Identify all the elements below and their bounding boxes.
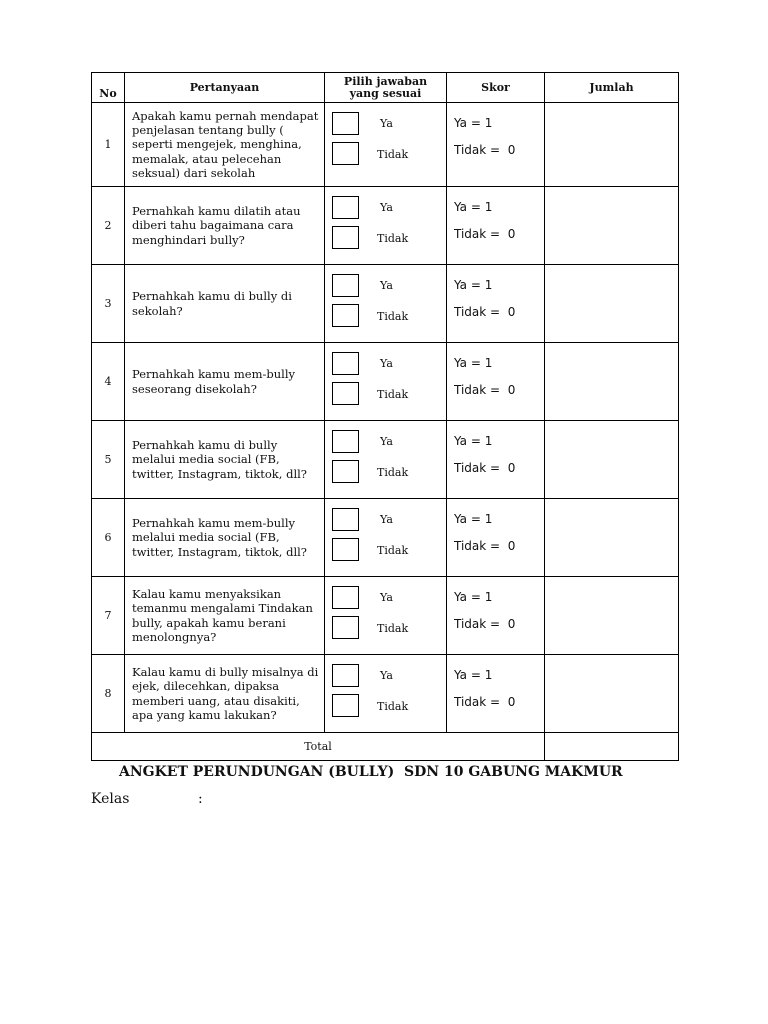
class-label: Kelas bbox=[91, 791, 130, 807]
score-no: Tidak = 0 bbox=[454, 227, 516, 241]
no-label: Tidak bbox=[377, 310, 409, 323]
header-choose-answer bbox=[325, 73, 447, 103]
answer-options bbox=[325, 187, 447, 265]
yes-label: Ya bbox=[380, 117, 393, 130]
no-label: Tidak bbox=[377, 622, 409, 635]
no-label: Tidak bbox=[377, 544, 409, 557]
score-yes: Ya = 1 bbox=[454, 278, 493, 292]
no-checkbox[interactable] bbox=[332, 538, 359, 561]
yes-label: Ya bbox=[380, 513, 393, 526]
total-label: Total bbox=[92, 733, 545, 761]
question-number: 2 bbox=[92, 187, 125, 265]
answer-options bbox=[325, 655, 447, 733]
yes-checkbox[interactable] bbox=[332, 274, 359, 297]
no-checkbox[interactable] bbox=[332, 616, 359, 639]
answer-options bbox=[325, 577, 447, 655]
question-text: Pernahkah kamu dilatih atau diberi tahu bagaimana cara menghindari bully? bbox=[125, 187, 325, 265]
score-cell bbox=[447, 103, 545, 187]
score-yes: Ya = 1 bbox=[454, 356, 493, 370]
no-checkbox[interactable] bbox=[332, 304, 359, 327]
question-text: Kalau kamu di bully misalnya di ejek, dilecehkan, dipaksa memberi uang, atau disakiti, apa yang kamu lakukan? bbox=[125, 655, 325, 733]
yes-checkbox[interactable] bbox=[332, 196, 359, 219]
score-cell bbox=[447, 499, 545, 577]
answer-options bbox=[325, 499, 447, 577]
header-choose-line2: yang sesuai bbox=[349, 86, 422, 100]
score-cell bbox=[447, 577, 545, 655]
header-choose-line1: Pilih jawaban bbox=[343, 74, 428, 88]
header-score: Skor bbox=[447, 73, 545, 103]
yes-checkbox[interactable] bbox=[332, 664, 359, 687]
no-checkbox[interactable] bbox=[332, 226, 359, 249]
answer-options bbox=[325, 103, 447, 187]
question-row bbox=[92, 343, 679, 421]
score-cell bbox=[447, 187, 545, 265]
class-colon[interactable]: : bbox=[198, 791, 203, 807]
question-number: 3 bbox=[92, 265, 125, 343]
score-no: Tidak = 0 bbox=[454, 305, 516, 319]
header-total: Jumlah bbox=[545, 73, 679, 103]
row-total-cell[interactable] bbox=[545, 103, 679, 187]
class-field bbox=[91, 791, 203, 808]
question-number: 4 bbox=[92, 343, 125, 421]
no-checkbox[interactable] bbox=[332, 142, 359, 165]
row-total-cell[interactable] bbox=[545, 655, 679, 733]
score-cell bbox=[447, 421, 545, 499]
row-total-cell[interactable] bbox=[545, 421, 679, 499]
yes-checkbox[interactable] bbox=[332, 586, 359, 609]
no-checkbox[interactable] bbox=[332, 460, 359, 483]
header-question: Pertanyaan bbox=[125, 73, 325, 103]
header-row bbox=[92, 73, 679, 103]
score-yes: Ya = 1 bbox=[454, 434, 493, 448]
row-total-cell[interactable] bbox=[545, 187, 679, 265]
question-text: Pernahkah kamu di bully melalui media social (FB, twitter, Instagram, tiktok, dll? bbox=[125, 421, 325, 499]
question-number: 5 bbox=[92, 421, 125, 499]
question-text: Pernahkah kamu mem-bully melalui media social (FB, twitter, Instagram, tiktok, dll? bbox=[125, 499, 325, 577]
score-no: Tidak = 0 bbox=[454, 617, 516, 631]
yes-label: Ya bbox=[380, 591, 393, 604]
yes-checkbox[interactable] bbox=[332, 352, 359, 375]
no-checkbox[interactable] bbox=[332, 694, 359, 717]
question-row bbox=[92, 187, 679, 265]
score-yes: Ya = 1 bbox=[454, 116, 493, 130]
score-yes: Ya = 1 bbox=[454, 668, 493, 682]
question-text: Pernahkah kamu mem-bully seseorang disekolah? bbox=[125, 343, 325, 421]
no-label: Tidak bbox=[377, 148, 409, 161]
yes-label: Ya bbox=[380, 357, 393, 370]
questionnaire-table bbox=[91, 72, 679, 761]
row-total-cell[interactable] bbox=[545, 577, 679, 655]
score-no: Tidak = 0 bbox=[454, 695, 516, 709]
yes-label: Ya bbox=[380, 669, 393, 682]
score-no: Tidak = 0 bbox=[454, 539, 516, 553]
yes-label: Ya bbox=[380, 435, 393, 448]
row-total-cell[interactable] bbox=[545, 499, 679, 577]
question-row bbox=[92, 655, 679, 733]
question-row bbox=[92, 265, 679, 343]
answer-options bbox=[325, 421, 447, 499]
score-yes: Ya = 1 bbox=[454, 512, 493, 526]
score-no: Tidak = 0 bbox=[454, 143, 516, 157]
no-label: Tidak bbox=[377, 232, 409, 245]
yes-checkbox[interactable] bbox=[332, 430, 359, 453]
yes-checkbox[interactable] bbox=[332, 508, 359, 531]
document-title: ANGKET PERUNDUNGAN (BULLY) SDN 10 GABUNG MAKMUR bbox=[119, 764, 623, 780]
question-text: Apakah kamu pernah mendapat penjelasan tentang bully ( seperti mengejek, menghina, memalak, atau pelecehan seksual) dari sekolah bbox=[125, 103, 325, 187]
question-text: Pernahkah kamu di bully di sekolah? bbox=[125, 265, 325, 343]
no-label: Tidak bbox=[377, 700, 409, 713]
question-row bbox=[92, 499, 679, 577]
row-total-cell[interactable] bbox=[545, 343, 679, 421]
question-row bbox=[92, 421, 679, 499]
question-number: 1 bbox=[92, 103, 125, 187]
question-row bbox=[92, 103, 679, 187]
row-total-cell[interactable] bbox=[545, 265, 679, 343]
score-cell bbox=[447, 655, 545, 733]
question-text: Kalau kamu menyaksikan temanmu mengalami Tindakan bully, apakah kamu berani menolongnya? bbox=[125, 577, 325, 655]
yes-label: Ya bbox=[380, 279, 393, 292]
question-row bbox=[92, 577, 679, 655]
question-number: 7 bbox=[92, 577, 125, 655]
question-number: 8 bbox=[92, 655, 125, 733]
score-cell bbox=[447, 265, 545, 343]
header-no: No bbox=[92, 73, 125, 103]
answer-options bbox=[325, 343, 447, 421]
score-yes: Ya = 1 bbox=[454, 200, 493, 214]
score-no: Tidak = 0 bbox=[454, 461, 516, 475]
total-row bbox=[92, 733, 679, 761]
no-label: Tidak bbox=[377, 466, 409, 479]
score-cell bbox=[447, 343, 545, 421]
score-no: Tidak = 0 bbox=[454, 383, 516, 397]
score-yes: Ya = 1 bbox=[454, 590, 493, 604]
yes-label: Ya bbox=[380, 201, 393, 214]
no-label: Tidak bbox=[377, 388, 409, 401]
yes-checkbox[interactable] bbox=[332, 112, 359, 135]
question-number: 6 bbox=[92, 499, 125, 577]
answer-options bbox=[325, 265, 447, 343]
no-checkbox[interactable] bbox=[332, 382, 359, 405]
grand-total-cell[interactable] bbox=[545, 733, 679, 761]
